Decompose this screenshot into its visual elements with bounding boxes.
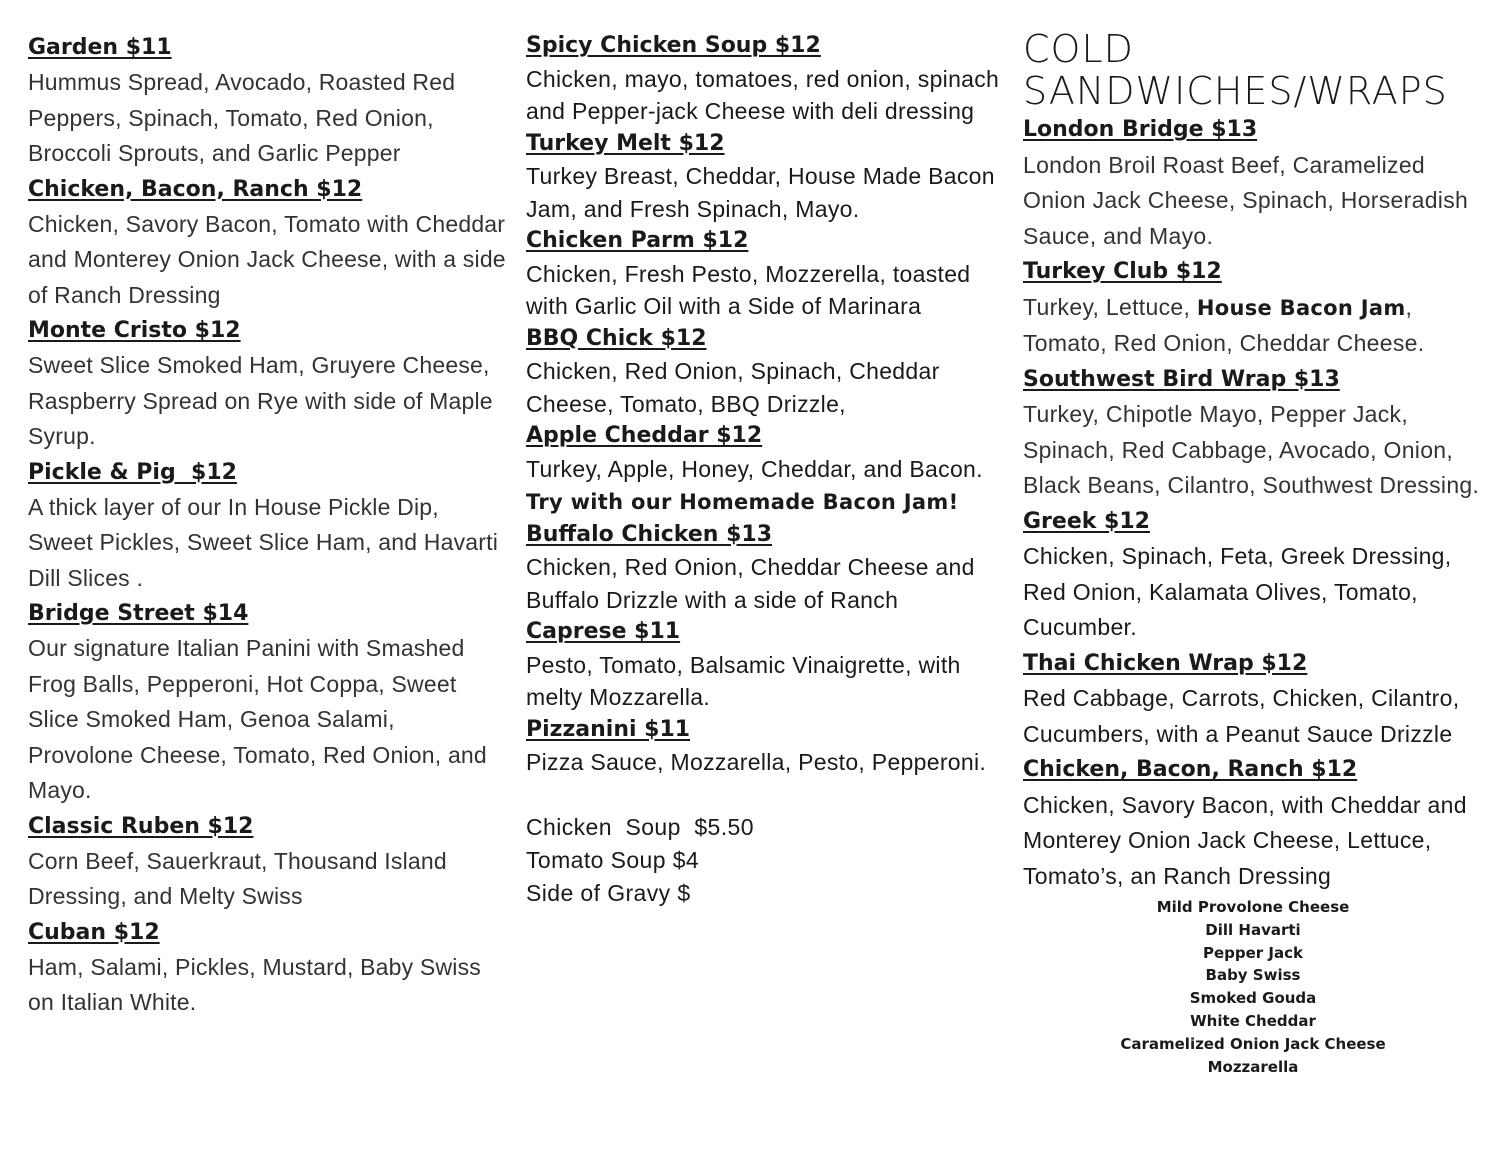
- menu-item: [526, 616, 1004, 714]
- menu-item: [28, 915, 506, 1021]
- item-description: [526, 453, 1004, 519]
- item-description: Pesto, Tomato, Balsamic Vinaigrette, with melty Mozzarella.: [526, 651, 961, 710]
- menu-item: [526, 420, 1004, 519]
- item-description-text: Turkey, Lettuce,: [1023, 293, 1197, 320]
- item-name: Greek $12: [1023, 508, 1150, 534]
- item-name: Cuban $12: [28, 919, 160, 945]
- item-name: Spicy Chicken Soup $12: [526, 33, 821, 58]
- menu-item: [1023, 646, 1483, 753]
- menu-item: [526, 30, 1004, 128]
- cheese-option: Pepper Jack: [1202, 943, 1303, 962]
- menu-item: [526, 128, 1004, 226]
- item-name: Chicken, Bacon, Ranch $12: [1023, 757, 1358, 782]
- section-title: [1023, 28, 1483, 112]
- menu-item: [526, 714, 1004, 779]
- item-description: Turkey, Chipotle Mayo, Pepper Jack, Spinach, Red Cabbage, Avocado, Onion, Black Beans, Cilantro, Southwest Dressing.: [1023, 401, 1480, 498]
- item-description-text: , Tomato, Red Onion, Cheddar Cheese.: [1023, 293, 1425, 356]
- menu-item: [526, 323, 1004, 421]
- item-description-highlight: House Bacon Jam: [1196, 295, 1406, 320]
- item-description: Chicken, Fresh Pesto, Mozzerella, toasted with Garlic Oil with a Side of Marinara: [526, 260, 971, 319]
- item-name: Pizzanini $11: [526, 716, 691, 742]
- menu-item: [28, 596, 506, 809]
- section-title-line: SANDWICHES/WRAPS: [1023, 69, 1448, 113]
- extras-list: [526, 811, 1004, 910]
- item-description: Corn Beef, Sauerkraut, Thousand Island Dressing, and Melty Swiss: [28, 847, 447, 909]
- menu-item: [1023, 362, 1483, 504]
- menu-item: [28, 313, 506, 455]
- cheese-list: [1023, 896, 1483, 1078]
- item-description: Chicken, Red Onion, Cheddar Cheese and Buffalo Drizzle with a side of Ranch: [526, 554, 975, 613]
- menu-item: [1023, 752, 1483, 894]
- cheese-option: White Cheddar: [1190, 1011, 1316, 1030]
- item-description: Hummus Spread, Avocado, Roasted Red Peppers, Spinach, Tomato, Red Onion, Broccoli Sprouts, and Garlic Pepper: [28, 69, 456, 166]
- item-description: Sweet Slice Smoked Ham, Gruyere Cheese, Raspberry Spread on Rye with side of Maple Syrup.: [28, 352, 493, 449]
- menu-item: [1023, 254, 1483, 362]
- menu-item: [28, 809, 506, 915]
- extra-item: Side of Gravy $: [526, 879, 691, 906]
- cheese-option: Baby Swiss: [1205, 966, 1301, 985]
- item-name: Caprese $11: [526, 619, 681, 644]
- menu-column-middle: [526, 30, 1004, 910]
- item-description: A thick layer of our In House Pickle Dip, Sweet Pickles, Sweet Slice Ham, and Havarti Dill Slices .: [28, 493, 499, 591]
- menu-item: [526, 519, 1004, 617]
- item-description: Our signature Italian Panini with Smashed Frog Balls, Pepperoni, Hot Coppa, Sweet Slice Smoked Ham, Genoa Salami, Provolone Cheese, Tomato, Red Onion, and Mayo.: [28, 635, 487, 803]
- item-description: Ham, Salami, Pickles, Mustard, Baby Swiss on Italian White.: [28, 953, 481, 1015]
- item-name: Classic Ruben $12: [28, 813, 254, 839]
- item-description: Chicken, Spinach, Feta, Greek Dressing, Red Onion, Kalamata Olives, Tomato, Cucumber.: [1023, 543, 1452, 640]
- item-name: Apple Cheddar $12: [526, 423, 763, 448]
- item-description: Chicken, Red Onion, Spinach, Cheddar Cheese, Tomato, BBQ Drizzle,: [526, 358, 940, 417]
- item-name: Monte Cristo $12: [28, 318, 241, 343]
- item-description-text: Turkey, Apple, Honey, Cheddar, and Bacon.: [526, 455, 990, 482]
- item-name: Chicken Parm $12: [526, 228, 749, 253]
- menu-item: [28, 455, 506, 597]
- menu-item: [28, 172, 506, 314]
- menu-column-right: [1023, 27, 1483, 1078]
- menu-item: [28, 30, 506, 172]
- item-description: Chicken, Savory Bacon, with Cheddar and Monterey Onion Jack Cheese, Lettuce, Tomato’s, an Ranch Dressing: [1023, 791, 1467, 889]
- extra-item: Tomato Soup $4: [526, 846, 700, 873]
- menu-column-left: [28, 30, 506, 1021]
- cheese-option: Smoked Gouda: [1189, 989, 1317, 1008]
- menu-item: [1023, 504, 1483, 646]
- cheese-option: Mild Provolone Cheese: [1156, 898, 1350, 916]
- item-name: Southwest Bird Wrap $13: [1023, 366, 1340, 392]
- item-name: Garden $11: [28, 35, 172, 60]
- section-title-line: COLD: [1023, 27, 1134, 71]
- menu-item: [1023, 112, 1483, 254]
- item-description: Red Cabbage, Carrots, Chicken, Cilantro, Cucumbers, with a Peanut Sauce Drizzle: [1023, 685, 1460, 747]
- item-description: Chicken, mayo, tomatoes, red onion, spinach and Pepper-jack Cheese with deli dressing: [526, 65, 1000, 124]
- item-name: London Bridge $13: [1023, 117, 1258, 142]
- item-name: BBQ Chick $12: [526, 325, 707, 351]
- item-description: Turkey Breast, Cheddar, House Made Bacon Jam, and Fresh Spinach, Mayo.: [526, 163, 995, 222]
- item-description: [1023, 290, 1483, 362]
- item-name: Turkey Club $12: [1023, 259, 1222, 284]
- cheese-option: Dill Havarti: [1205, 920, 1301, 939]
- item-name: Bridge Street $14: [28, 601, 249, 626]
- item-name: Buffalo Chicken $13: [526, 521, 773, 547]
- item-description-highlight: Try with our Homemade Bacon Jam!: [526, 490, 959, 514]
- cheese-option: Mozzarella: [1207, 1057, 1299, 1076]
- item-description: Chicken, Savory Bacon, Tomato with Cheddar and Monterey Onion Jack Cheese, with a side of Ranch Dressing: [28, 210, 506, 308]
- item-name: Pickle & Pig $12: [28, 459, 237, 485]
- item-description: London Broil Roast Beef, Caramelized Onion Jack Cheese, Spinach, Horseradish Sauce, and Mayo.: [1023, 151, 1469, 249]
- item-name: Turkey Melt $12: [526, 130, 725, 156]
- menu-item: [526, 225, 1004, 323]
- extra-item: Chicken Soup $5.50: [526, 813, 754, 840]
- cheese-option: Caramelized Onion Jack Cheese: [1120, 1034, 1386, 1053]
- item-name: Chicken, Bacon, Ranch $12: [28, 176, 363, 202]
- item-description: Pizza Sauce, Mozzarella, Pesto, Pepperoni.: [526, 749, 987, 775]
- item-name: Thai Chicken Wrap $12: [1023, 650, 1308, 676]
